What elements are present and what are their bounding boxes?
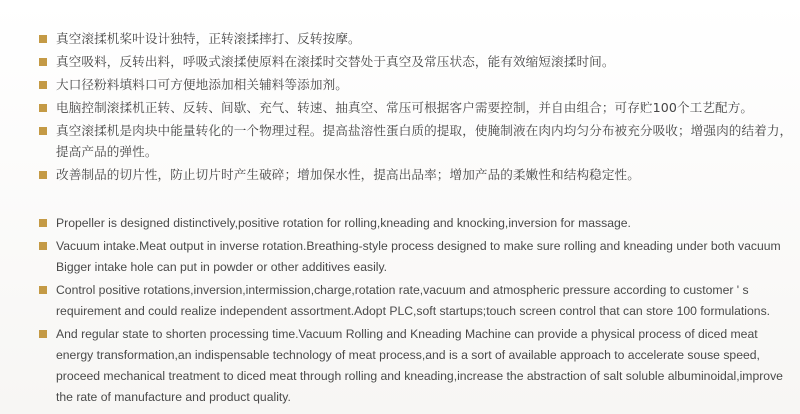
feature-text-cn: 真空滚揉机是肉块中能量转化的一个物理过程。提高盐溶性蛋白质的提取，使腌制液在肉内均匀分布被充分吸收；增强肉的结着力，提高产品的弹性。 bbox=[56, 123, 793, 159]
feature-item-cn bbox=[39, 164, 794, 185]
feature-item-en bbox=[39, 236, 794, 278]
feature-item-cn bbox=[39, 51, 794, 72]
feature-item-en bbox=[39, 280, 794, 322]
square-bullet-icon bbox=[39, 127, 47, 135]
feature-text-en: Control positive rotations,inversion,intermission,charge,rotation rate,vacuum and atmospheric pressure according to customer ' s requirement and could realize independent assortment.Adopt PLC,soft startups;touch screen control that can store 100 formulations. bbox=[56, 283, 771, 318]
feature-text-en: Vacuum intake.Meat output in inverse rotation.Breathing-style process designed to make sure rolling and kneading under both vacuum Bigger intake hole can put in powder or other additives easily. bbox=[56, 239, 781, 274]
chinese-feature-list bbox=[39, 28, 794, 187]
square-bullet-icon bbox=[39, 35, 47, 43]
feature-text-en: And regular state to shorten processing time.Vacuum Rolling and Kneading Machine can provide a physical process of diced meat energy transformation,an indispensable technology of meat process,and is a sort of available approach to accelerate souse speed, proceed mechanical treatment to diced meat through rolling and kneading,increase the abstraction of salt soluble albuminoidal,improve the rate of manufacture and product quality. bbox=[56, 327, 783, 404]
feature-item-en bbox=[39, 324, 794, 408]
feature-text-cn: 真空滚揉机桨叶设计独特，正转滚揉摔打、反转按摩。 bbox=[56, 31, 361, 46]
feature-text-en: Propeller is designed distinctively,positive rotation for rolling,kneading and knocking,inversion for massage. bbox=[56, 216, 631, 230]
square-bullet-icon bbox=[39, 171, 47, 179]
square-bullet-icon bbox=[39, 242, 47, 250]
feature-item-cn bbox=[39, 74, 794, 95]
feature-text-cn: 真空吸料，反转出料，呼吸式滚揉使原料在滚揉时交替处于真空及常压状态，能有效缩短滚揉时间。 bbox=[56, 54, 615, 69]
square-bullet-icon bbox=[39, 81, 47, 89]
feature-text-cn: 大口径粉料填料口可方便地添加相关辅料等添加剂。 bbox=[56, 77, 348, 92]
square-bullet-icon bbox=[39, 330, 47, 338]
square-bullet-icon bbox=[39, 58, 47, 66]
feature-item-cn bbox=[39, 28, 794, 49]
feature-item-en bbox=[39, 213, 794, 234]
english-feature-list bbox=[39, 213, 794, 410]
feature-item-cn bbox=[39, 97, 794, 118]
feature-text-cn: 改善制品的切片性，防止切片时产生破碎；增加保水性，提高出品率；增加产品的柔嫩性和结构稳定性。 bbox=[56, 167, 640, 182]
square-bullet-icon bbox=[39, 104, 47, 112]
feature-item-cn bbox=[39, 120, 794, 162]
square-bullet-icon bbox=[39, 219, 47, 227]
feature-text-cn: 电脑控制滚揉机正转、反转、间歇、充气、转速、抽真空、常压可根据客户需要控制，并自由组合；可存贮100个工艺配方。 bbox=[56, 100, 754, 115]
square-bullet-icon bbox=[39, 286, 47, 294]
